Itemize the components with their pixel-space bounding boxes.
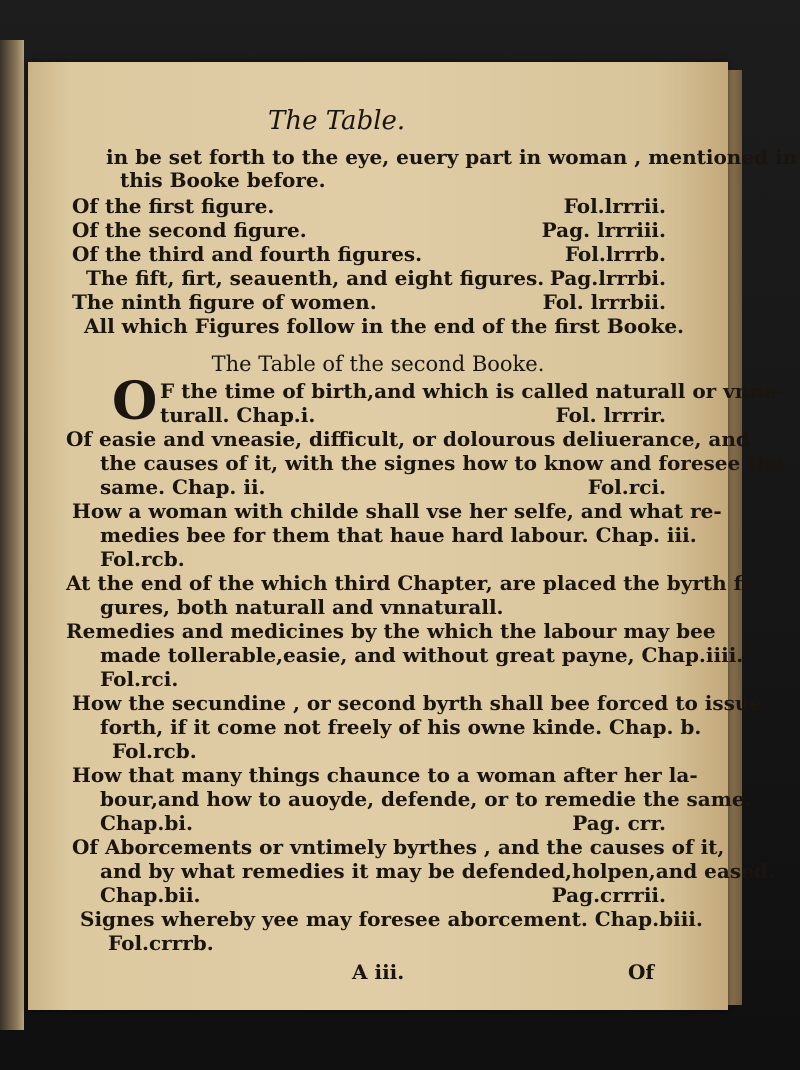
toc-entry-cont: Chap.bi. Pag. crr.: [100, 811, 666, 835]
figure-entry: Of the first figure. Fol.lrrrii.: [72, 194, 666, 218]
toc-entry: Signes whereby yee may foresee aborcement. Chap.biii.: [80, 907, 703, 931]
toc-entry: Of Aborcements or vntimely byrthes , and the causes of it,: [72, 835, 725, 859]
decorated-initial: O: [112, 371, 158, 432]
toc-entry-cont: Fol.crrrb.: [108, 931, 214, 955]
figures-note: All which Figures follow in the end of the first Booke.: [84, 314, 684, 338]
toc-entry-cont: gures, both naturall and vnnaturall.: [100, 595, 504, 619]
toc-entry: At the end of the which third Chapter, are placed the byrth fi-: [66, 571, 757, 595]
signature-mark: A iii.: [352, 960, 405, 984]
figure-entry: Of the second figure. Pag. lrrriii.: [72, 218, 666, 242]
toc-entry-cont: made tollerable,easie, and without great payne, Chap.iiii.: [100, 643, 744, 667]
toc-entry: How the secundine , or second byrth shall bee forced to issue: [72, 691, 763, 715]
page-text: [28, 62, 798, 1010]
toc-entry-cont: Fol.rcb.: [100, 547, 185, 571]
toc-entry: How a woman with childe shall vse her selfe, and what re-: [72, 499, 722, 523]
toc-entry-cont: Chap.bii. Pag.crrrii.: [100, 883, 666, 907]
toc-entry-cont: forth, if it come not freely of his owne kinde. Chap. b.: [100, 715, 702, 739]
book-page: [28, 62, 798, 1010]
toc-entry-cont: bour,and how to auoyde, defende, or to remedie the same.: [100, 787, 752, 811]
intro-line-2: this Booke before.: [120, 168, 326, 192]
figure-entry: Of the third and fourth figures. Fol.lrrrb.: [72, 242, 666, 266]
second-table-title: The Table of the second Booke.: [211, 352, 545, 376]
toc-entry-cont: turall. Chap.i. Fol. lrrrir.: [160, 403, 666, 427]
toc-entry: Remedies and medicines by the which the labour may bee: [66, 619, 716, 643]
toc-entry-cont: the causes of it, with the signes how to know and foresee the: [100, 451, 784, 475]
toc-entry-cont: and by what remedies it may be defended,holpen,and eased.: [100, 859, 775, 883]
toc-entry: F the time of birth,and which is called naturall or vnna-: [160, 379, 786, 403]
catchword: Of: [628, 960, 655, 984]
toc-entry-cont: Fol.rci.: [100, 667, 179, 691]
toc-entry: Of easie and vneasie, difficult, or dolourous deliuerance, and: [66, 427, 750, 451]
toc-entry-cont: Fol.rcb.: [112, 739, 197, 763]
intro-line-1: in be set forth to the eye, euery part in woman , mentioned in: [106, 145, 798, 169]
toc-entry-cont: medies bee for them that haue hard labour. Chap. iii.: [100, 523, 697, 547]
toc-entry-cont: same. Chap. ii. Fol.rci.: [100, 475, 666, 499]
figure-entry: The ninth figure of women. Fol. lrrrbii.: [72, 290, 666, 314]
page-header: The Table.: [268, 106, 406, 136]
toc-entry: How that many things chaunce to a woman after her la-: [72, 763, 698, 787]
book-left-edge: [0, 40, 24, 1030]
figure-entry: The fift, firt, seauenth, and eight figures. Pag.lrrrbi.: [86, 266, 666, 290]
